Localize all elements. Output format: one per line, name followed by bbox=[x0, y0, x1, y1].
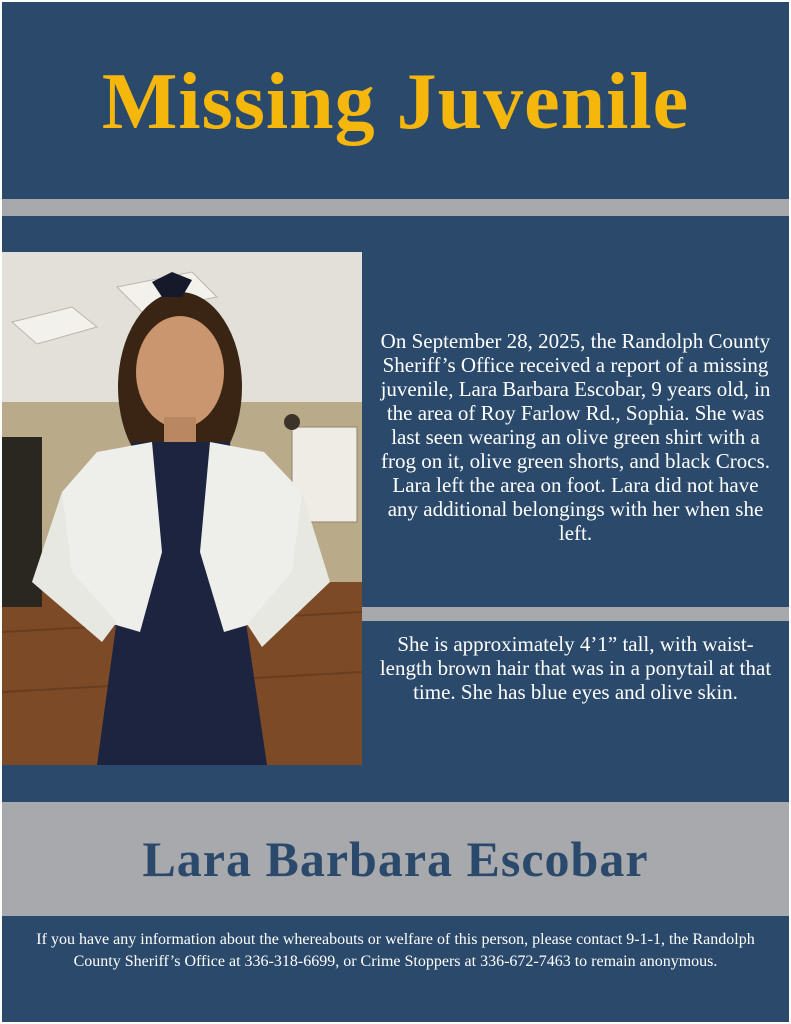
divider-bar bbox=[2, 199, 789, 216]
page-title: Missing Juvenile bbox=[101, 58, 690, 146]
header-banner bbox=[2, 2, 789, 199]
person-name: Lara Barbara Escobar bbox=[142, 831, 649, 887]
physical-description bbox=[362, 621, 789, 765]
contact-info: If you have any information about the whereabouts or welfare of this person, please contact 9-1-1, the Randolph County Sheriff’s Office at 336-318-6699, or Crime Stoppers at 336-672-7463 to remain anonymous. bbox=[36, 931, 755, 970]
missing-person-photo bbox=[2, 252, 362, 765]
section-divider bbox=[362, 607, 789, 621]
description-paragraph-2: She is approximately 4’1” tall, with waist-length brown hair that was in a ponytail at that time. She has blue eyes and olive skin. bbox=[379, 632, 772, 704]
incident-description bbox=[362, 252, 789, 607]
name-banner bbox=[2, 802, 789, 916]
footer-banner bbox=[2, 916, 789, 1022]
description-paragraph-1: On September 28, 2025, the Randolph County Sheriff’s Office received a report of a missing juvenile, Lara Barbara Escobar, 9 years old, in the area of Roy Farlow Rd., Sophia. She was last seen wearing an olive green shirt with a frog on it, olive green shorts, and black Crocs. Lara left the area on foot. Lara did not have any additional belongings with her when she left. bbox=[380, 329, 771, 545]
